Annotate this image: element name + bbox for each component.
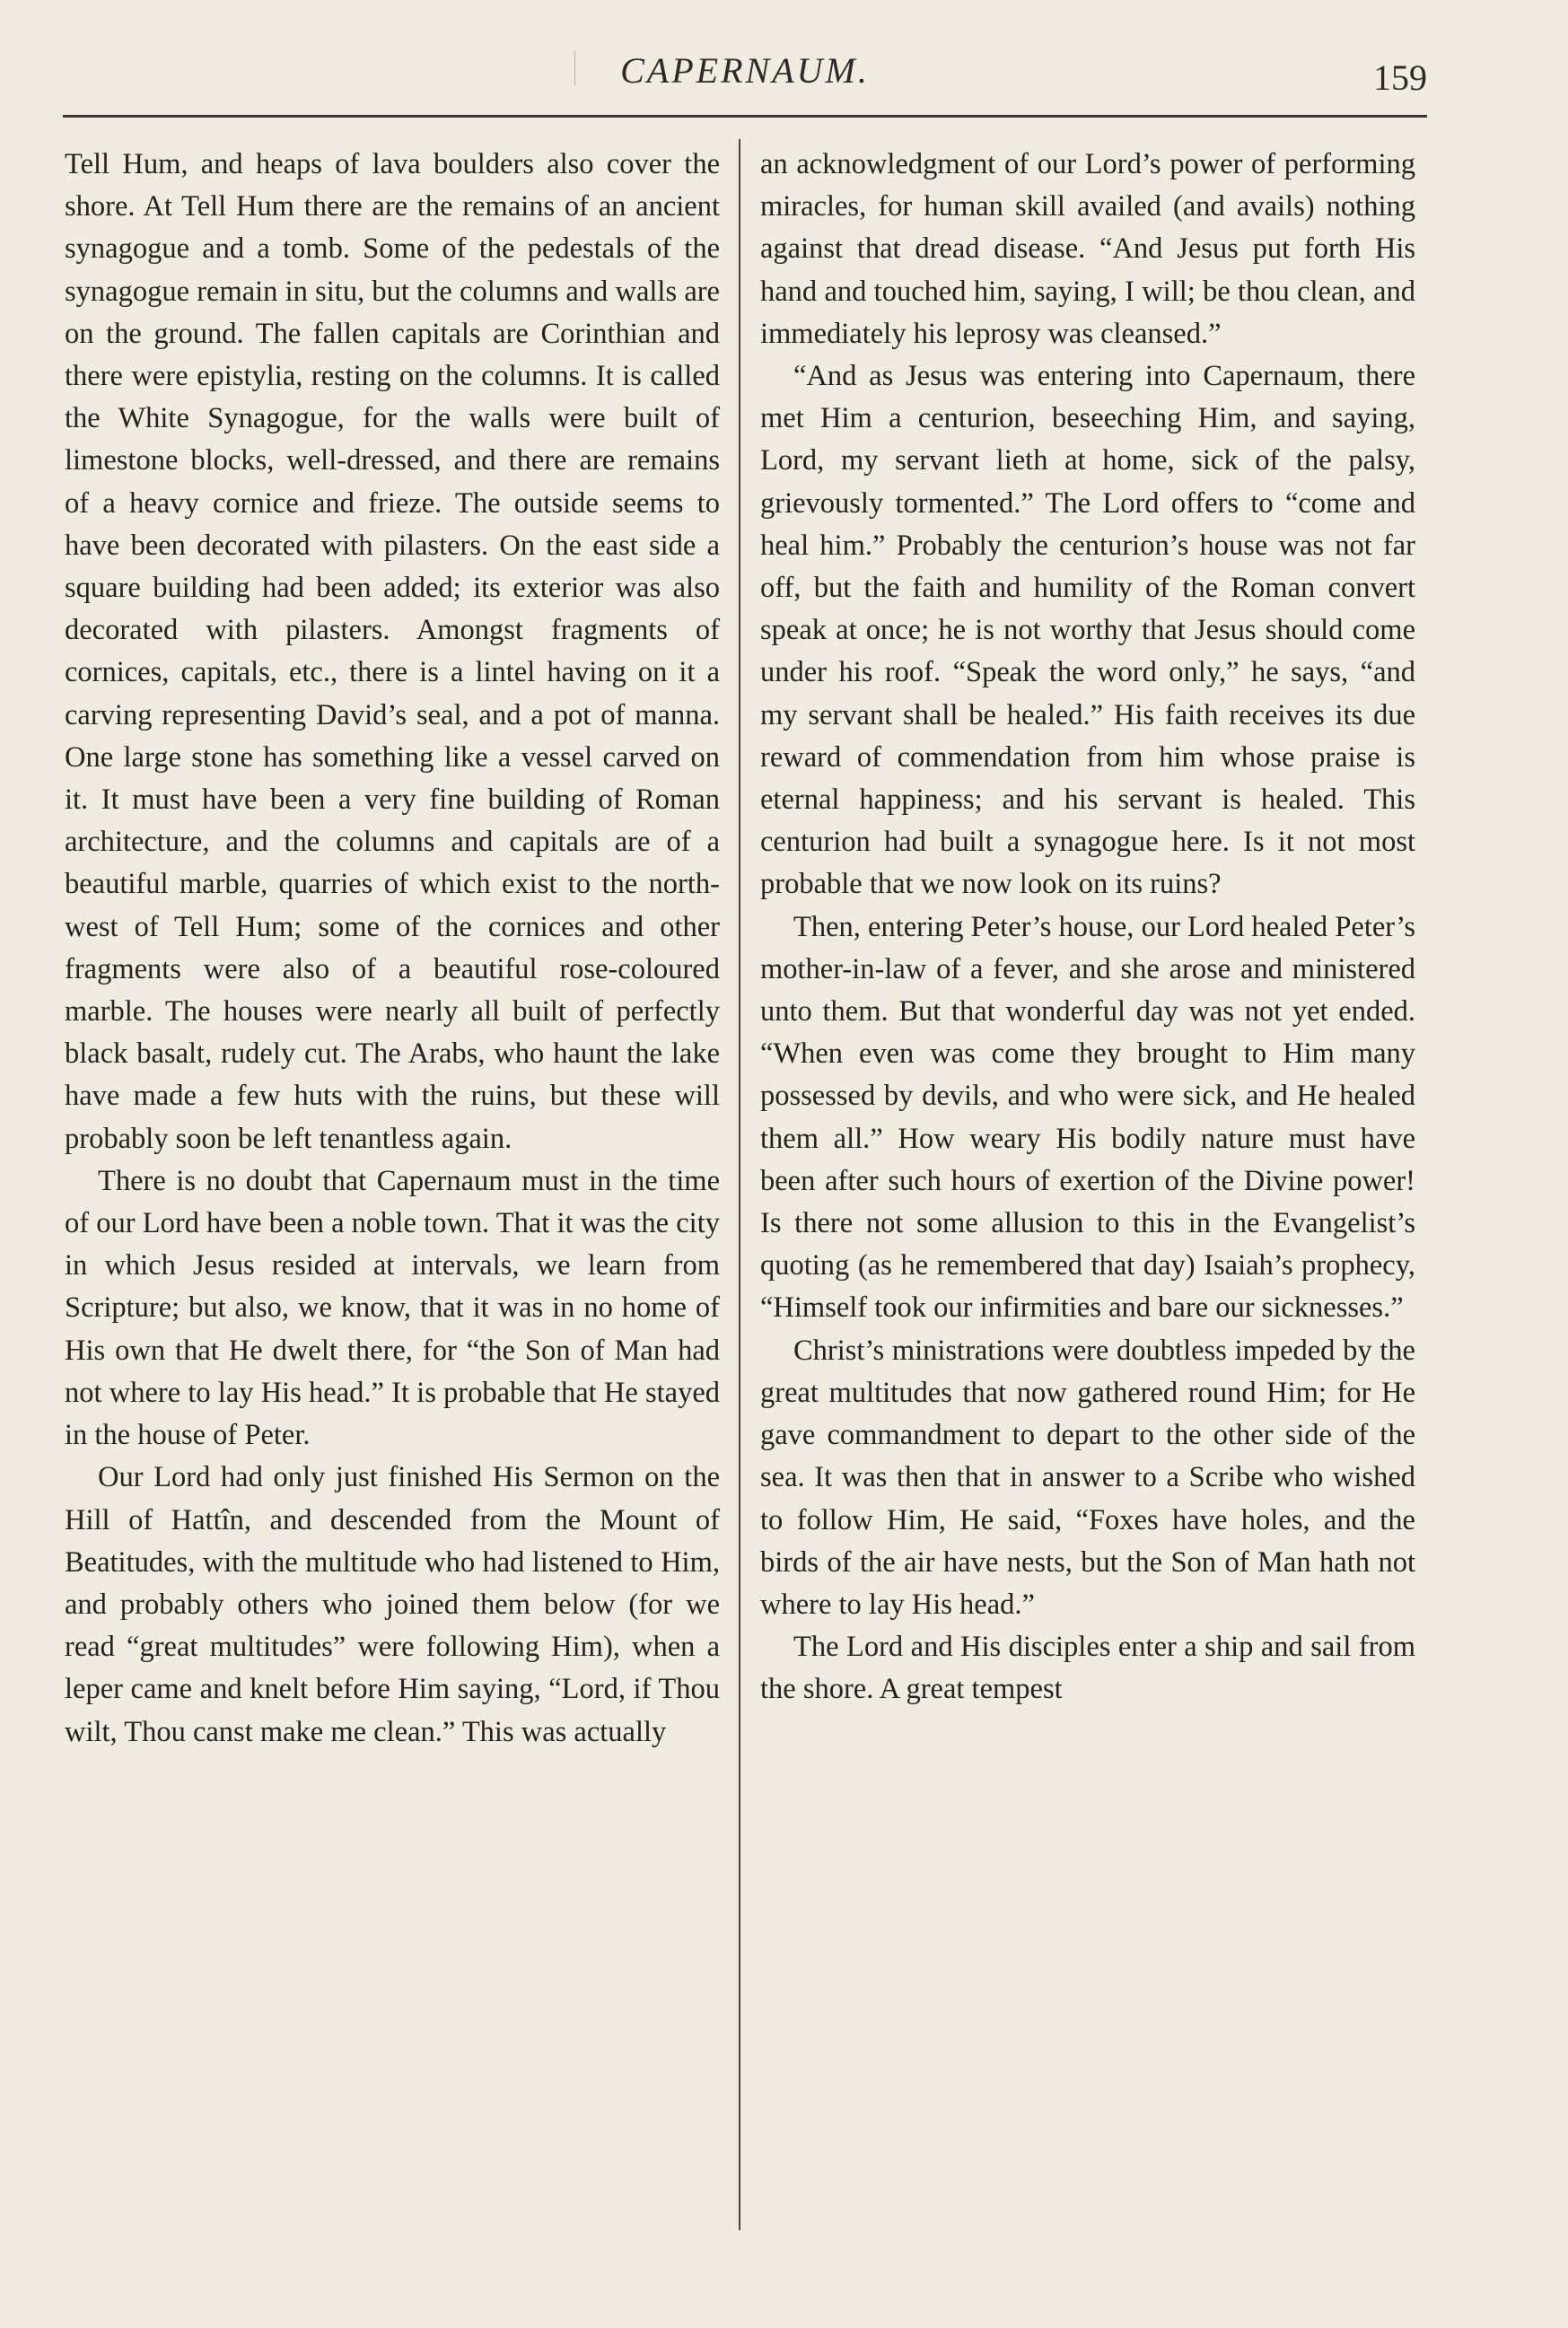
paragraph: The Lord and His disciples enter a ship and sail from the shore. A great tempest <box>760 1631 1415 1706</box>
header-rule <box>63 115 1427 118</box>
running-title: CAPERNAUM. <box>620 50 870 91</box>
paragraph: an acknowledgment of our Lord’s power of performing miracles, for human skill availed (and avails) nothing against that dread disease. “And Jesus put forth His hand and touched him, saying, I will; be thou clean, and immediately his leprosy was cleansed.” <box>760 148 1415 350</box>
page-header <box>63 49 1427 112</box>
right-column <box>760 144 1415 1711</box>
left-column <box>65 144 720 1754</box>
paragraph: “And as Jesus was entering into Capernaum, there met Him a centurion, beseeching Him, and saying, Lord, my servant lieth at home, sick of the palsy, grievously tormented.” The Lord offers to “come and heal him.” Probably the centurion’s house was not far off, but the faith and humility of the Roman convert speak at once; he is not worthy that Jesus should come under his roof. “Speak the word only,” he says, “and my servant shall be healed.” His faith receives its due reward of commendation from him whose praise is eternal happiness; and his servant is healed. This centurion had built a synagogue here. Is it not most probable that we now look on its ruins? <box>760 360 1415 901</box>
header-tick-mark <box>574 51 575 85</box>
paragraph: Christ’s ministrations were doubtless impeded by the great multitudes that now gathered round Him; for He gave commandment to depart to the other side of the sea. It was then that in answer to a Scribe who wished to follow Him, He said, “Foxes have holes, and the birds of the air have nests, but the Son of Man hath not where to lay His head.” <box>760 1334 1415 1621</box>
paragraph: Tell Hum, and heaps of lava boulders also cover the shore. At Tell Hum there are the remains of an ancient synagogue and a tomb. Some of the pedestals of the synagogue remain in situ, but the columns and walls are on the ground. The fallen capitals are Corinthian and there were epistylia, resting on the columns. It is called the White Synagogue, for the walls were built of limestone blocks, well-dressed, and there are remains of a heavy cornice and frieze. The outside seems to have been decorated with pilasters. On the east side a square building had been added; its exterior was also decorated with pilasters. Amongst fragments of cornices, capitals, etc., there is a lintel having on it a carving representing David’s seal, and a pot of manna. One large stone has something like a vessel carved on it. It must have been a very fine building of Roman architecture, and the columns and capitals are of a beautiful marble, quarries of which exist to the north-west of Tell Hum; some of the cornices and other fragments were also of a beautiful rose-coloured marble. The houses were nearly all built of perfectly black basalt, rudely cut. The Arabs, who haunt the lake have made a few huts with the ruins, but these will probably soon be left tenantless again. <box>65 148 720 1155</box>
page-number: 159 <box>1373 57 1427 98</box>
column-divider <box>739 139 740 2230</box>
paragraph: Our Lord had only just finished His Sermon on the Hill of Hattîn, and descended from the Mount of Beatitudes, with the multitude who had listened to Him, and probably others who joined them below (for we read “great multitudes” were following Him), when a leper came and knelt before Him saying, “Lord, if Thou wilt, Thou canst make me clean.” This was actually <box>65 1461 720 1748</box>
paragraph: There is no doubt that Capernaum must in the time of our Lord have been a noble town. That it was the city in which Jesus resided at intervals, we learn from Scripture; but also, we know, that it was in no home of His own that He dwelt there, for “the Son of Man had not where to lay His head.” It is probable that He stayed in the house of Peter. <box>65 1164 720 1452</box>
paragraph: Then, entering Peter’s house, our Lord healed Peter’s mother-in-law of a fever, and she arose and ministered unto them. But that wonderful day was not yet ended. “When even was come they brought to Him many possessed by devils, and who were sick, and He healed them all.” How weary His bodily nature must have been after such hours of exertion of the Divine power! Is there not some allusion to this in the Evangelist’s quoting (as he remembered that day) Isaiah’s prophecy, “Himself took our infirmities and bare our sicknesses.” <box>760 910 1415 1325</box>
